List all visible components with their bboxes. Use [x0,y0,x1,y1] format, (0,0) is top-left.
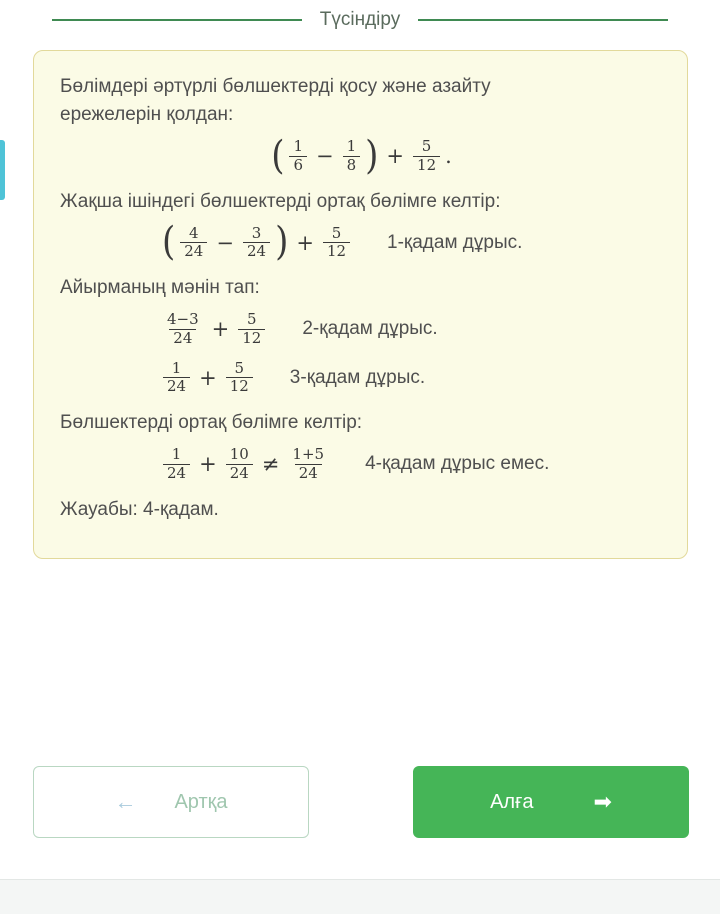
step-3-text: Бөлшектерді ортақ бөлімге келтір: [60,412,363,433]
expr2-f3-numerator: 5 [331,223,342,242]
expression-3 [60,312,661,347]
intro-line-1: Бөлімдері әртүрлі бөлшектерді қосу және азайту [60,76,491,97]
expr3-f1-denominator: 24 [169,329,196,347]
back-button[interactable] [33,766,309,838]
expr1-f2-numerator: 1 [346,137,357,155]
expr5-operator-1: + [199,452,217,477]
explanation-card [33,50,688,559]
answer-text: Жауабы: 4-қадам. [60,498,219,520]
back-button-label: Артқа [174,790,228,813]
expr1-fraction-2 [343,139,361,174]
footer-bar [0,754,720,914]
expr2-fraction-1 [180,223,207,261]
expression-4 [60,358,661,396]
expr1-operator-1: − [316,144,334,169]
expression-1 [60,132,661,179]
expr1-period: . [445,144,452,169]
expr1-f3-numerator: 5 [421,137,432,155]
expr5-f2-numerator: 10 [229,445,249,463]
next-button[interactable] [413,766,689,838]
arrow-left-icon: ← [114,789,137,814]
expr5-note: 4-қадам дұрыс емес. [365,453,550,475]
expr2-fraction-3 [323,223,350,261]
expr1-f1-numerator: 1 [293,137,303,155]
intro-line-2: ережелерін қолдан: [60,104,234,125]
intro-paragraph [60,73,661,129]
expr4-fraction-2 [226,358,253,396]
expr1-close-paren: ) [365,132,379,179]
next-button-label: Алға [490,790,534,813]
expr3-f2-numerator: 5 [247,310,257,328]
expr1-f3-denominator: 12 [413,156,440,174]
expression-2 [60,219,661,266]
expr2-open-paren: ( [162,219,176,266]
expr2-f1-denominator: 24 [180,242,207,260]
expr3-fraction-1 [163,312,203,347]
expr4-f2-denominator: 12 [226,377,253,395]
expr2-operator-2: + [296,230,314,255]
expr4-f1-denominator: 24 [163,377,190,395]
expr2-f2-denominator: 24 [243,242,270,260]
step-2-text: Айырманың мәнін тап: [60,277,260,298]
expr3-f1-numerator: 4−3 [167,310,199,328]
expr1-open-paren: ( [271,132,285,179]
left-accent-bar [0,140,5,200]
expr5-f3-numerator: 1+5 [292,445,325,463]
expr4-f2-numerator: 5 [234,358,245,377]
expr3-f2-denominator: 12 [238,329,265,347]
expr3-fraction-2 [238,312,265,347]
expr2-f2-numerator: 3 [251,223,262,242]
expr5-f1-numerator: 1 [171,445,182,463]
expr5-operator-2: ≠ [261,452,280,477]
expr2-f3-denominator: 12 [323,242,350,260]
expr5-fraction-1 [163,447,190,482]
expr4-operator-1: + [199,365,217,390]
expr4-note: 3-қадам дұрыс. [289,366,426,388]
expr1-f1-denominator: 6 [289,156,307,174]
expr1-fraction-1 [289,139,307,174]
expr2-operator-1: − [216,230,234,255]
arrow-right-icon: ➡ [593,789,612,814]
header-rule-left [52,19,302,21]
header-rule-right [418,19,668,21]
expr3-note: 2-қадам дұрыс. [302,318,438,340]
expr5-f3-denominator: 24 [295,464,322,482]
expr4-fraction-1 [163,358,190,396]
page-title: Түсіндіру [319,9,401,30]
expr1-f2-denominator: 8 [343,156,361,174]
expr5-f2-denominator: 24 [226,464,253,482]
bottom-strip [0,879,720,914]
expr5-fraction-3 [288,447,328,482]
expr5-f1-denominator: 24 [163,464,190,482]
expr4-f1-numerator: 1 [171,358,182,377]
expr2-close-paren: ) [275,219,289,266]
expr1-operator-2: + [386,144,405,169]
expr5-fraction-2 [226,447,253,482]
expr3-operator-1: + [211,317,230,342]
expr2-note: 1-қадам дұрыс. [387,231,523,253]
expr1-fraction-3 [413,139,440,174]
expression-5 [60,447,661,482]
expr2-fraction-2 [243,223,270,261]
step-1-text: Жақша ішіндегі бөлшектерді ортақ бөлімге келтір: [60,190,501,212]
explanation-header [0,0,720,34]
expr2-f1-numerator: 4 [189,223,199,242]
